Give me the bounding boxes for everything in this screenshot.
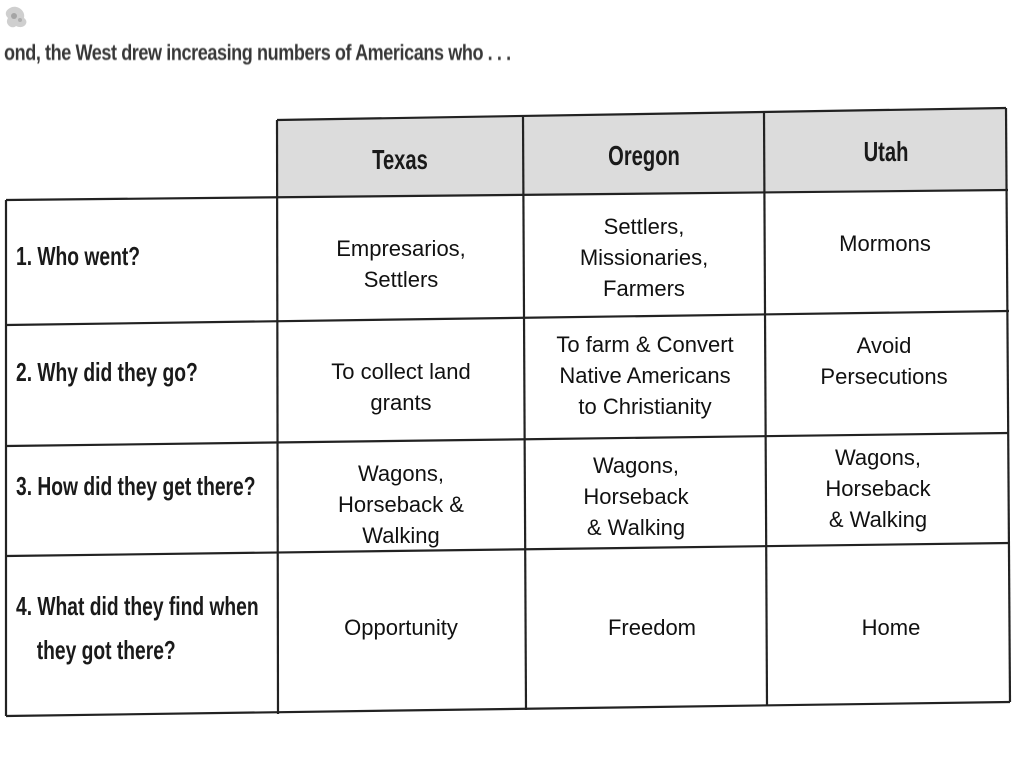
cell-utah-why: [770, 328, 998, 394]
cell-line: to Christianity: [578, 393, 712, 419]
column-header-texas: Texas: [372, 144, 428, 175]
cell-line: Missionaries,: [579, 244, 709, 270]
cell-line: Settlers: [363, 267, 439, 292]
cell-line: Horseback: [583, 483, 689, 509]
row-label-how-get-there: [16, 464, 255, 508]
row-label-what-find: [16, 584, 259, 672]
row-label-line: 2. Why did they go?: [16, 357, 198, 387]
cell-line: Walking: [362, 522, 440, 548]
cell-texas-find: [282, 610, 520, 644]
cell-line: Mormons: [839, 230, 931, 256]
cell-oregon-why: [528, 314, 762, 436]
cell-line: Horseback &: [338, 491, 464, 517]
cell-line: Horseback: [825, 475, 931, 501]
cell-line: Opportunity: [344, 614, 458, 640]
cell-texas-why: [282, 340, 520, 434]
row-label-line: 4. What did they find when: [16, 591, 259, 621]
right-border: [1006, 108, 1010, 702]
cell-line: Wagons,: [357, 460, 444, 486]
row-label-line: they got there?: [36, 635, 176, 665]
cell-line: Native Americans: [559, 362, 731, 388]
cell-line: Farmers: [603, 275, 685, 301]
cell-texas-how: [282, 456, 520, 552]
cell-oregon-find: [534, 610, 770, 644]
cell-utah-how: [770, 440, 986, 536]
scan-smudge: [0, 0, 36, 36]
cell-line: Empresarios,: [336, 236, 466, 261]
cell-line: & Walking: [586, 514, 686, 540]
col-line-1: [277, 120, 278, 714]
cell-line: Wagons,: [834, 444, 921, 470]
row-label-line: 1. Who went?: [16, 241, 140, 271]
cell-line: Settlers,: [603, 213, 685, 239]
cell-line: Persecutions: [820, 364, 948, 389]
cell-texas-who: [282, 205, 520, 323]
cell-oregon-who: [528, 196, 760, 318]
row-label-who-went: [16, 234, 140, 278]
cell-utah-who: [770, 226, 1000, 260]
cell-line: grants: [370, 390, 432, 415]
cell-line: To farm & Convert: [556, 331, 734, 357]
row-label-why-go: [16, 350, 198, 394]
col-line-2: [523, 117, 526, 710]
column-header-oregon: Oregon: [608, 140, 680, 171]
table-bottom-line: [6, 702, 1010, 716]
column-header-utah: Utah: [863, 136, 909, 167]
cell-line: Wagons,: [592, 452, 679, 478]
cell-oregon-how: [528, 448, 744, 544]
row-label-line: 3. How did they get there?: [16, 471, 256, 501]
cell-line: To collect land: [331, 359, 471, 384]
cell-line: Freedom: [607, 614, 697, 640]
cell-utah-find: [776, 610, 1006, 644]
cropped-heading-text: ond, the West drew increasing numbers of Americans who . . .: [4, 40, 511, 65]
cell-line: Home: [861, 614, 921, 640]
cell-line: Avoid: [856, 333, 912, 358]
cell-line: & Walking: [828, 506, 928, 532]
